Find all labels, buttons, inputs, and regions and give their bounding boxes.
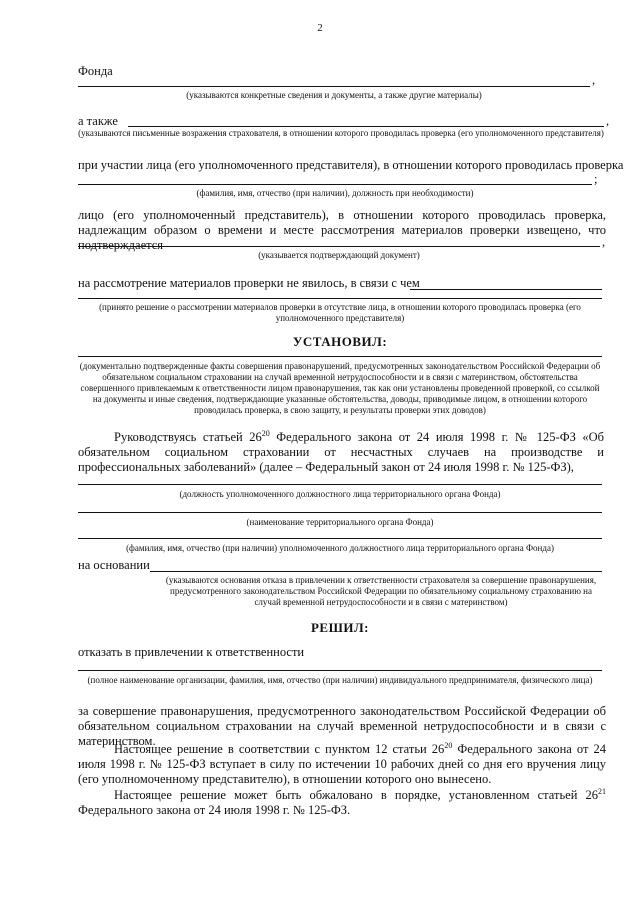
fill-line: [78, 356, 602, 357]
entry-part-a: Настоящее решение в соответствии с пунктом 12 статьи 26: [114, 742, 445, 756]
refuse-text: отказать в привлечении к ответственности: [78, 645, 305, 659]
absence-text: на рассмотрение материалов проверки не явилось, в связи с чем: [78, 276, 420, 290]
fill-line: [78, 670, 602, 671]
fill-line: [78, 298, 602, 299]
caption: (указываются основания отказа в привлечении к ответственности страхователя за совершение правонарушения, предусмотренного законодательством Российской Федерации по обязательному социальному страхованию на случай временной нетрудоспособности и в связи с материнством): [165, 575, 597, 607]
caption: (указывается подтверждающий документ): [258, 250, 420, 260]
comma: ,: [602, 235, 606, 249]
section-decided: РЕШИЛ:: [310, 620, 369, 635]
fill-line: [78, 484, 602, 485]
caption: (фамилия, имя, отчество (при наличии) уполномоченного должностного лица территориального органа Фонда): [126, 543, 554, 553]
notified-text: лицо (его уполномоченный представитель), в отношении которого проводилась проверка, надлежащим образом о времени и месте рассмотрения материалов проверки извещено, что подтверждается: [78, 208, 606, 252]
caption: (указываются письменные возражения страхователя, в отношении которого проводилась проверка (его уполномоченного представителя): [78, 128, 604, 138]
participation-text: при участии лица (его уполномоченного представителя), в отношении которого проводилась проверка: [78, 158, 624, 172]
comma: ,: [592, 73, 596, 87]
offense-text: за совершение правонарушения, предусмотренного законодательством Российской Федерации об обязательном социальном страховании на случай временной нетрудоспособности и в связи с материнством.: [78, 704, 606, 748]
fund-label: Фонда: [78, 64, 113, 78]
guided-part-b: Федерального закона от 24 июля 1998 г. № 125-ФЗ «Об обязательном социальном страховании от несчастных случаев на производстве и профессиональных заболеваний» (далее – Федеральный закон от 24 июля 1998 г. № 125-ФЗ),: [78, 430, 604, 474]
appeal-part-a: Настоящее решение может быть обжаловано в порядке, установленном статьей 26: [114, 788, 598, 802]
caption: (фамилия, имя, отчество (при наличии), должность при необходимости): [196, 188, 474, 198]
fill-line: [150, 571, 602, 572]
also-label: а также: [78, 114, 118, 128]
fill-line: [78, 86, 590, 87]
guided-part-a: Руководствуясь статьей 26: [114, 430, 262, 444]
entry-part-b: Федерального закона от 24 июля 1998 г. № 125-ФЗ вступает в силу по истечении 10 рабочих дней со дня его вручения лицу (его уполномоченному представителю), в отношении которого оно вынесено.: [78, 742, 606, 786]
section-established: УСТАНОВИЛ:: [292, 334, 388, 349]
fill-line: [78, 538, 602, 539]
caption: (принято решение о рассмотрении материалов проверки в отсутствие лица, в отношении которого проводилась проверка (его уполномоченного представителя): [99, 302, 581, 323]
caption: (наименование территориального органа Фонда): [246, 517, 434, 527]
caption: (документально подтвержденные факты совершения правонарушений, предусмотренных законодательством Российской Федерации об обязательном социальном страховании на случай временной нетрудоспособности и в связи с материнством, обстоятельства совершенного привлекаемым к ответственности лицом правонарушения, так как они установлены проведенной проверкой, со ссылкой на документы и иные сведения, подтверждающие указанные обстоятельства, доводы, приводимые лицом, в отношении которого проводилась проверка, в свою защиту, и результаты проверки этих доводов): [79, 361, 601, 415]
semicolon: ;: [594, 172, 598, 186]
basis-label: на основании: [78, 558, 150, 572]
appeal-part-b: Федерального закона от 24 июля 1998 г. № 125-ФЗ.: [78, 803, 351, 817]
page-number: 2: [317, 22, 323, 34]
caption: (указываются конкретные сведения и документы, а также другие материалы): [186, 90, 482, 100]
fill-line: [78, 512, 602, 513]
superscript: 20: [261, 428, 270, 438]
superscript: 21: [598, 786, 606, 796]
comma: ,: [606, 114, 610, 128]
fill-line: [78, 184, 592, 185]
caption: (должность уполномоченного должностного лица территориального органа Фонда): [179, 489, 501, 499]
fill-line: [78, 246, 600, 247]
guided-text: [78, 430, 604, 475]
fill-line: [410, 289, 602, 290]
entry-into-force-text: [78, 742, 606, 787]
appeal-text: [78, 788, 606, 818]
superscript: 20: [444, 740, 453, 750]
caption: (полное наименование организации, фамилия, имя, отчество (при наличии) индивидуального предпринимателя, физического лица): [87, 675, 593, 685]
fill-line: [128, 126, 604, 127]
